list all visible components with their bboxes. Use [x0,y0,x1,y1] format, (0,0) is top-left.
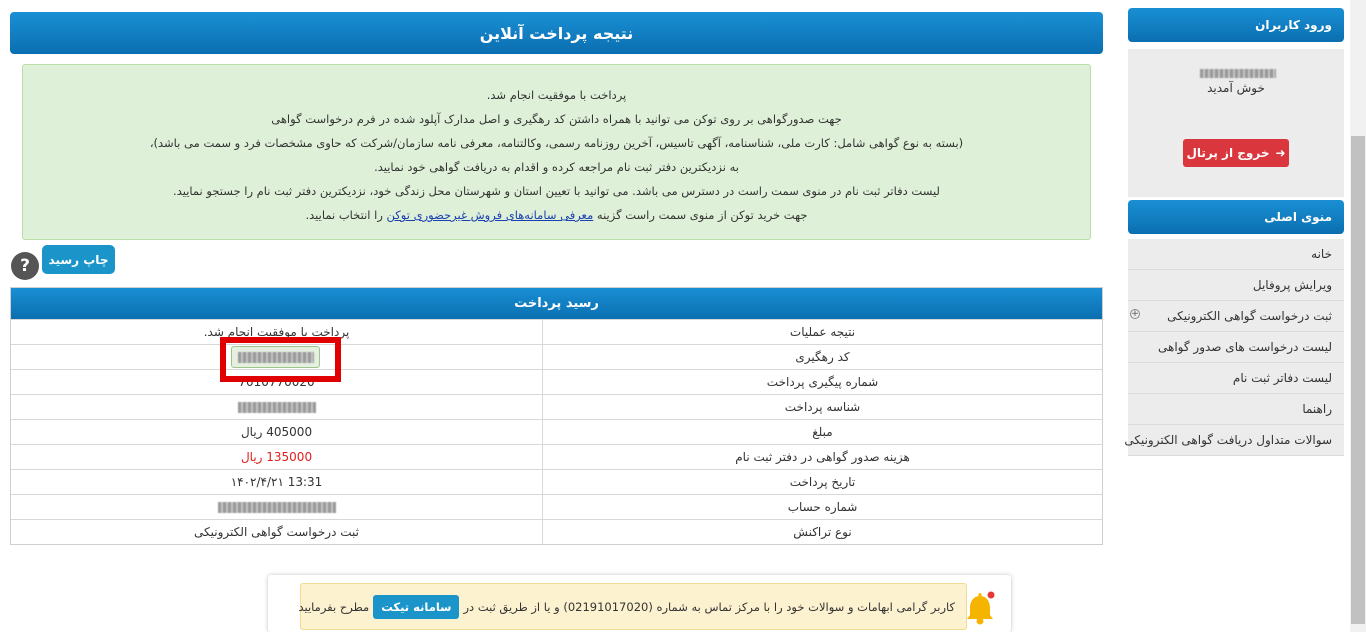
user-panel [1128,49,1344,197]
row-label: مبلغ [542,420,1102,444]
info-last-prefix: جهت خرید توکن از منوی سمت راست گزینه [596,208,808,222]
menu-item-registration-offices[interactable]: لیست دفاتر ثبت نام [1128,363,1344,394]
welcome-text: خوش آمدید [1207,81,1265,95]
info-line: لیست دفاتر ثبت نام در منوی سمت راست در دسترس می باشد. می توانید با تعیین استان و شهرستان محل زندگی خود، نزدیکترین دفتر ثبت نام را جستجو نمایید. [173,184,940,198]
payment-followup-value: 7010770020 [238,375,315,389]
table-row [11,394,1102,419]
info-line: (بسته به نوع گواهی شامل: کارت ملی، شناسنامه، آگهی تاسیس، آخرین روزنامه رسمی، وکالتنامه، معرفی نامه سازمان/شرکت که حاوی مشخصات فرد و سمت می باشد)، [149,136,964,150]
help-icon[interactable]: ? [11,252,39,280]
payment-id-value [11,395,542,419]
account-number-value [11,495,542,519]
main-menu-header: منوی اصلی [1128,200,1344,234]
bell-icon [963,590,997,626]
success-message-box [22,64,1091,240]
main-menu [1124,239,1344,456]
operation-result-value: پرداخت با موفقیت انجام شد. [203,325,350,339]
issuance-fee-value: 135000 ریال [240,450,313,464]
info-line [23,203,1090,227]
info-last-suffix: را انتخاب نمایید. [305,208,383,222]
amount-value: 405000 ریال [240,425,313,439]
table-row [11,469,1102,494]
row-label: هزینه صدور گواهی در دفتر ثبت نام [542,445,1102,469]
menu-item-edit-profile[interactable]: ویرایش پروفایل [1128,270,1344,301]
table-row [11,444,1102,469]
menu-item-guide[interactable]: راهنما [1128,394,1344,425]
scrollbar-thumb[interactable] [1351,136,1365,624]
notice-text: کاربر گرامی ابهامات و سوالات خود را با مرکز تماس به شماره (02191017020) و یا از طریق ثبت در [463,599,955,614]
login-header: ورود کاربران [1128,8,1344,42]
menu-item-request-certificate[interactable] [1128,301,1344,332]
row-label: کد رهگیری [542,345,1102,369]
menu-item-request-list[interactable]: لیست درخواست های صدور گواهی [1128,332,1344,363]
table-row [11,519,1102,544]
token-sales-link[interactable]: معرفی سامانه‌های فروش غیرحضوری توکن [386,208,594,222]
row-label: نوع تراکنش [542,520,1102,544]
highlight-annotation [220,337,341,382]
info-line: پرداخت با موفقیت انجام شد. [486,88,627,102]
row-label: شناسه پرداخت [542,395,1102,419]
logout-button[interactable] [1183,139,1289,167]
logout-label: خروج از پرتال [1186,146,1270,160]
expand-icon[interactable]: + [1131,309,1139,319]
notice-panel [268,575,1011,632]
transaction-type-value: ثبت درخواست گواهی الکترونیکی [194,525,359,539]
print-receipt-button[interactable]: چاپ رسید [42,245,115,274]
table-row [11,319,1102,344]
table-row [11,494,1102,519]
row-label: تاریخ پرداخت [542,470,1102,494]
receipt-table [10,287,1103,545]
menu-item-home[interactable]: خانه [1128,239,1344,270]
sign-out-icon: ➜ [1275,146,1286,160]
page-title: نتیجه پرداخت آنلاین [10,12,1103,54]
row-label: شماره حساب [542,495,1102,519]
menu-item-faq[interactable]: سوالات متداول دریافت گواهی الکترونیکی [1128,425,1344,456]
payment-date-value: 13:31 ۱۴۰۲/۴/۲۱ [230,475,323,489]
info-line: جهت صدورگواهی بر روی توکن می توانید با همراه داشتن کد رهگیری و اصل مدارک آپلود شده در فرم درخواست گواهی [271,112,842,126]
info-line: به نزدیکترین دفتر ثبت نام مراجعه کرده و اقدام به دریافت گواهی خود نمایید. [374,160,739,174]
row-label: نتیجه عملیات [542,320,1102,344]
table-row [11,344,1102,369]
row-label: شماره پیگیری پرداخت [542,370,1102,394]
receipt-title: رسید پرداخت [11,288,1102,319]
ticket-system-button[interactable]: سامانه تیکت [373,595,459,619]
menu-item-label: ثبت درخواست گواهی الکترونیکی [1167,309,1332,323]
notice-text-end: مطرح بفرمایید [298,599,370,614]
table-row [11,419,1102,444]
contact-notice [300,583,967,630]
table-row [11,369,1102,394]
